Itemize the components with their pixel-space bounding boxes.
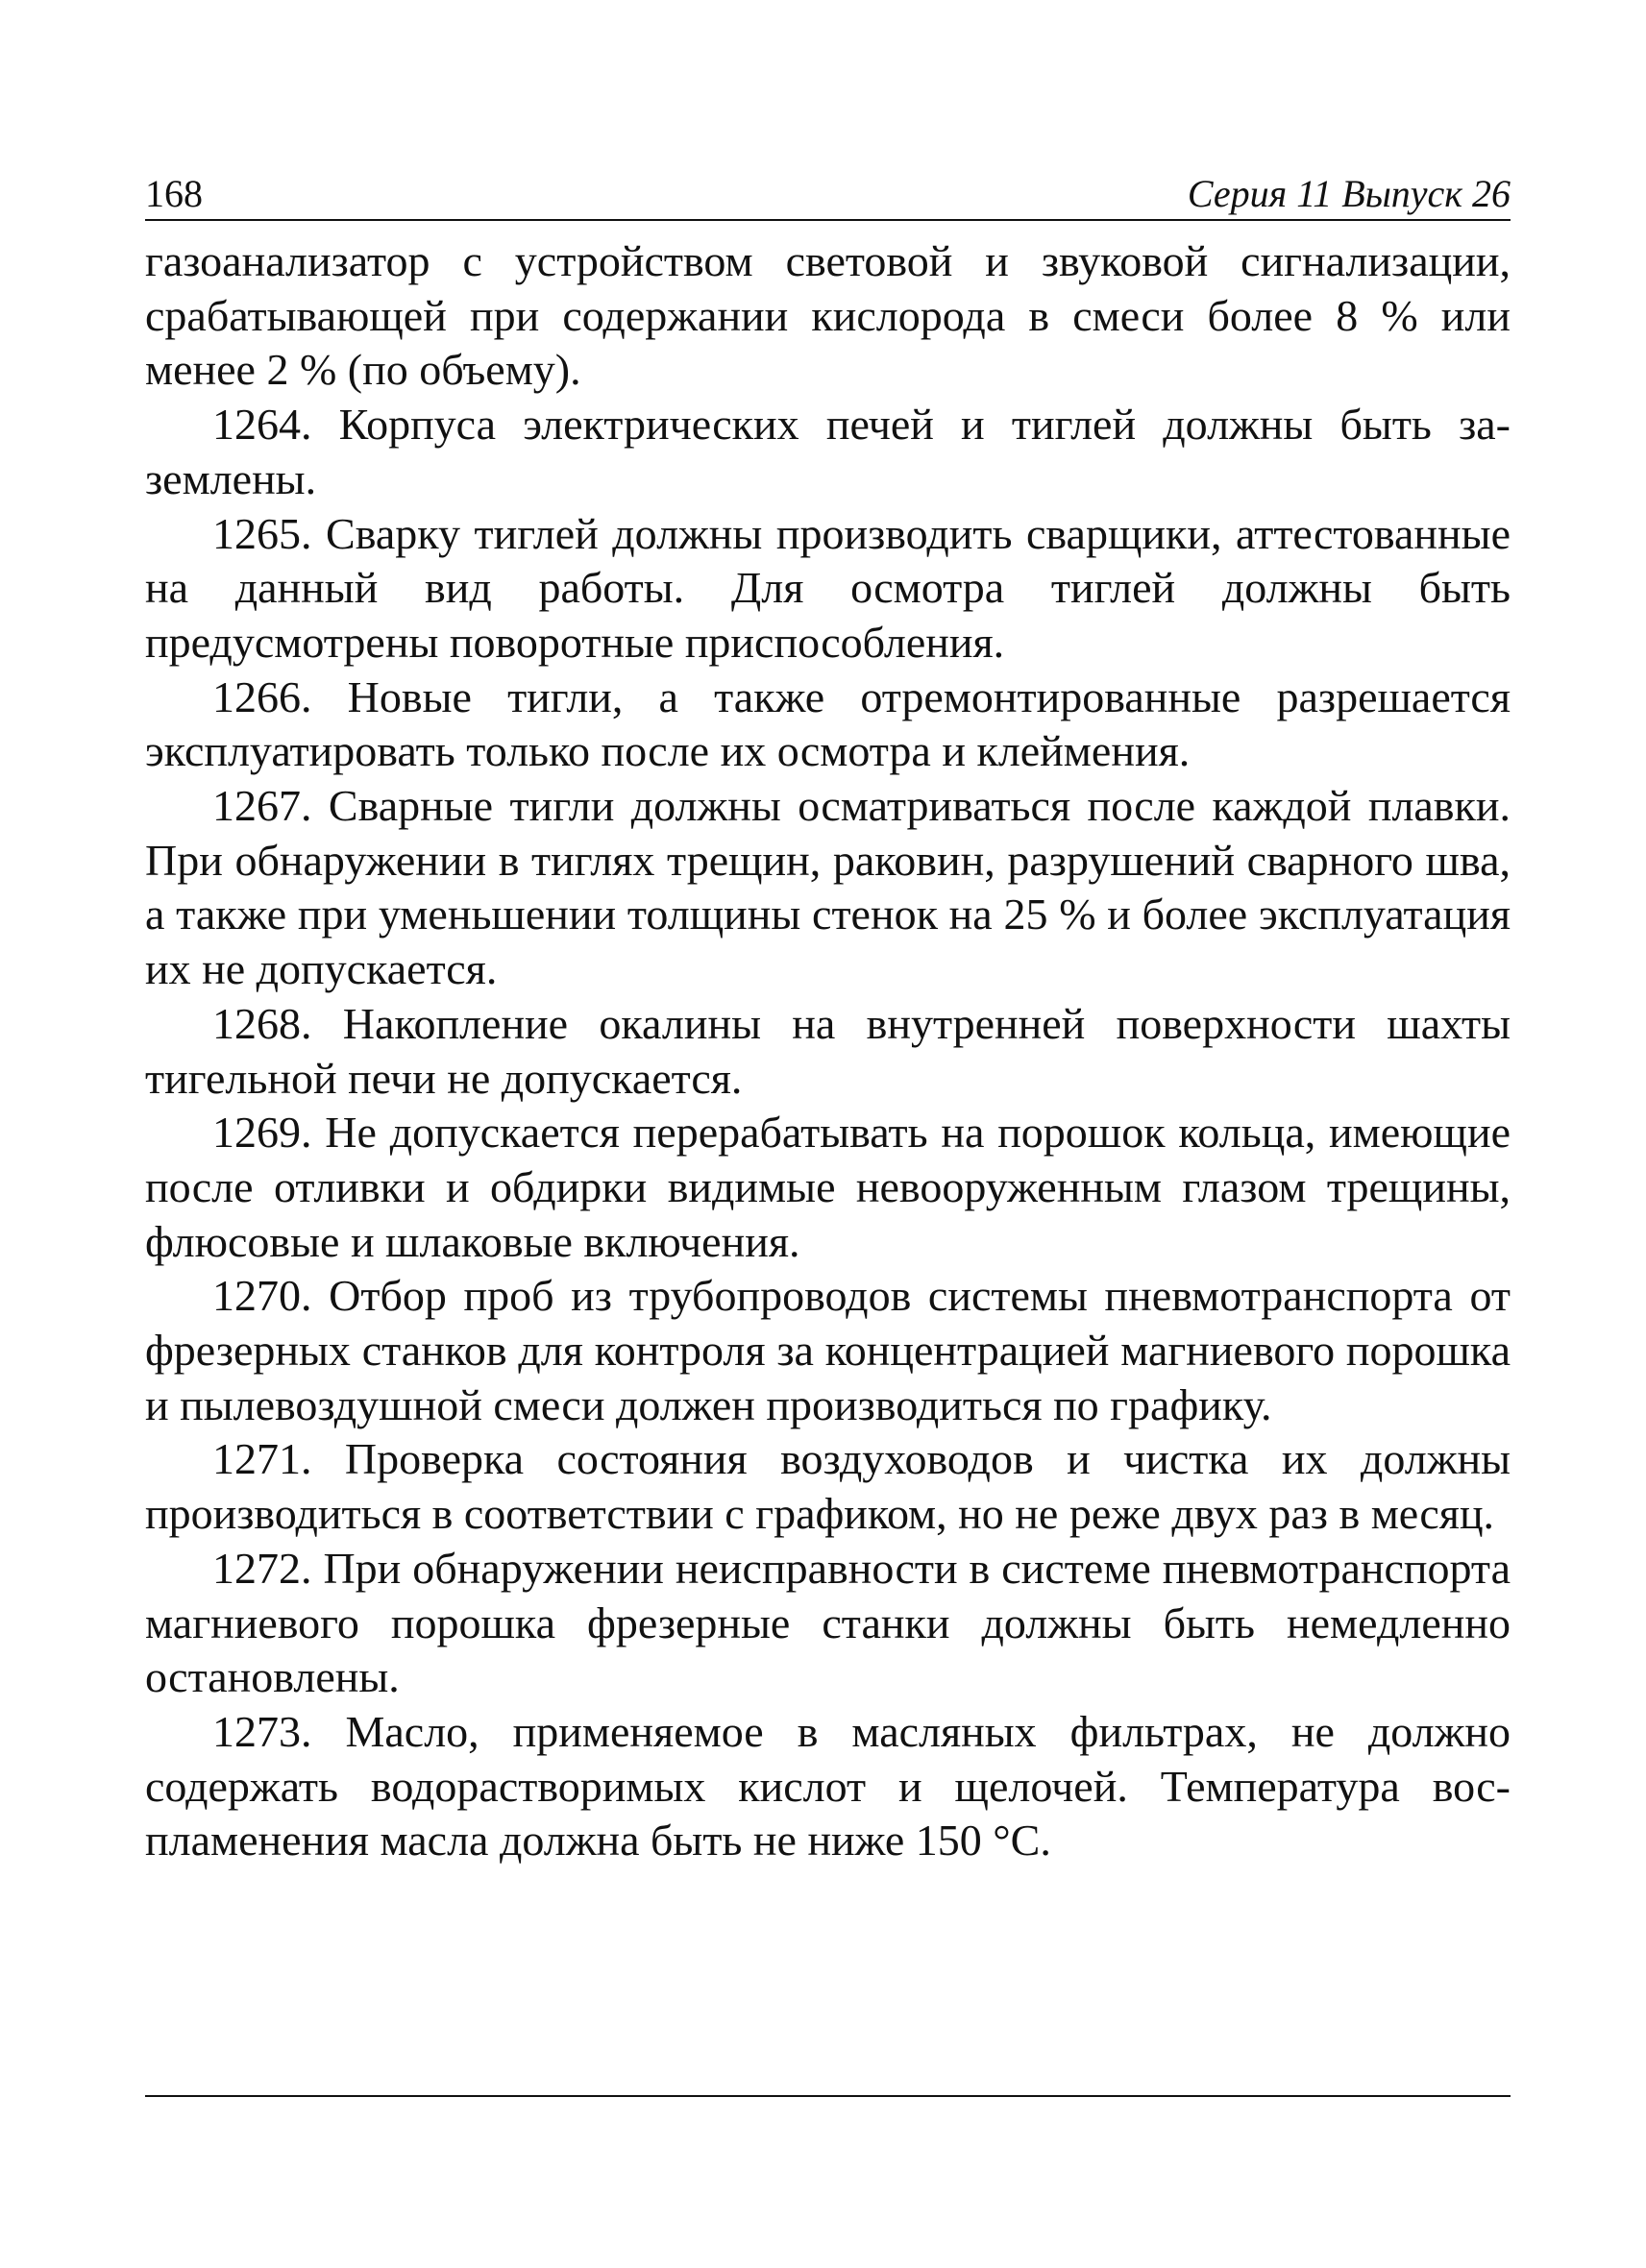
running-title: Серия 11 Выпуск 26 bbox=[1187, 172, 1511, 215]
clause-1265: 1265. Сварку тиглей должны производить сварщики, аттестованные на данный вид работы. Для осмотра тиглей должны быть предусмотрены поворотные приспособления. bbox=[145, 508, 1511, 667]
clause-1272: 1272. При обнаружении неисправности в системе пневмотранспорта магниевого порошка фрезерные станки должны быть немедленно остановлены. bbox=[145, 1543, 1511, 1702]
clause-1266: 1266. Новые тигли, а также отремонтированные разрешается эксплуатировать только после их осмотра и клеймения. bbox=[145, 671, 1511, 776]
clause-1267: 1267. Сварные тигли должны осматриваться после каждой плавки. При обнаружении в тиглях трещин, раковин, разрушений сварного шва, а также при уменьшении толщины стенок на 25 % и более эксплуатация их не допускается. bbox=[145, 781, 1511, 994]
page-number: 168 bbox=[145, 172, 203, 215]
clause-1268: 1268. Накопление окалины на внутренней поверхности шахты тигельной печи не допускается. bbox=[145, 998, 1511, 1103]
footer-divider bbox=[145, 2095, 1511, 2097]
continued-paragraph: газоанализатор с устройством световой и звуковой сигнализации, срабатывающей при содержании кислорода в смеси более 8 % или менее 2 % (по объему). bbox=[145, 236, 1511, 395]
body-text bbox=[145, 234, 1511, 1868]
page-header bbox=[145, 161, 1511, 221]
clause-1273: 1273. Масло, применяемое в масляных фильтрах, не должно содержать водорастворимых кислот и щелочей. Температура воспламенения масла должна быть не ниже 150 °С. bbox=[145, 1706, 1511, 1866]
clause-1270: 1270. Отбор проб из трубопроводов системы пневмотранспорта от фрезерных станков для контроля за концентрацией магниевого порошка и пылевоздушной смеси должен производиться по графику. bbox=[145, 1271, 1511, 1429]
clause-1264: 1264. Корпуса электрических печей и тиглей должны быть заземлены. bbox=[145, 400, 1511, 503]
clause-1269: 1269. Не допускается перерабатывать на порошок кольца, имеющие после отливки и обдирки видимые невооруженным глазом трещины, флюсовые и шлаковые включения. bbox=[145, 1108, 1511, 1266]
clause-1271: 1271. Проверка состояния воздуховодов и чистка их должны производиться в соответствии с графиком, но не реже двух раз в месяц. bbox=[145, 1434, 1511, 1539]
